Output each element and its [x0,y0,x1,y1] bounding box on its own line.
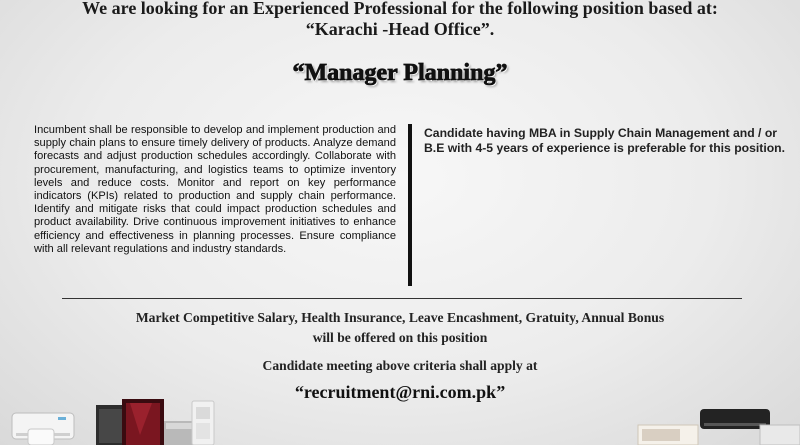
appliance-strip-image [0,395,800,445]
benefits-line-1: Market Competitive Salary, Health Insurance, Leave Encashment, Gratuity, Annual Bonus [135,310,665,325]
air-cooler-icon [192,401,214,445]
responsibilities-text: Incumbent shall be responsible to develop and implement production and supply chain plans to ensure timely delivery of products. Analyze demand forecasts and adjust production schedules accordingly. Collaborate with procurement, manufacturing, and logistics teams to optimize inventory levels and reduce costs. Monitor and report on key performance indicators (KPIs) related to production and supply chain performance. Identify and mitigate risks that could impact production schedules and product availability. Drive continuous improvement initiatives to enhance efficiency and effectiveness in planning processes. Ensure compliance with all relevant regulations and industry standards. [34,124,396,255]
freezer-icon [164,421,194,445]
position-title: “Manager Planning” [292,60,508,86]
recruitment-email[interactable]: “recruitment@rni.com.pk” [294,382,506,402]
benefits-block [0,308,800,348]
header-line-1: We are looking for an Experienced Professional for the following position based at: [82,0,718,18]
apply-instruction: Candidate meeting above criteria shall apply at [262,358,538,373]
requirements-text: Candidate having MBA in Supply Chain Management and / or B.E with 4-5 years of experience is preferable for this position. [424,126,785,155]
horizontal-divider [62,298,742,299]
header-line-2: “Karachi -Head Office”. [305,19,495,39]
benefits-line-2: will be offered on this position [312,330,488,345]
water-dispenser-icon [760,425,800,445]
vertical-divider [408,124,412,286]
microwave-icon [638,425,698,445]
kettle-icon [28,429,54,445]
refrigerator-red-icon [122,399,164,445]
